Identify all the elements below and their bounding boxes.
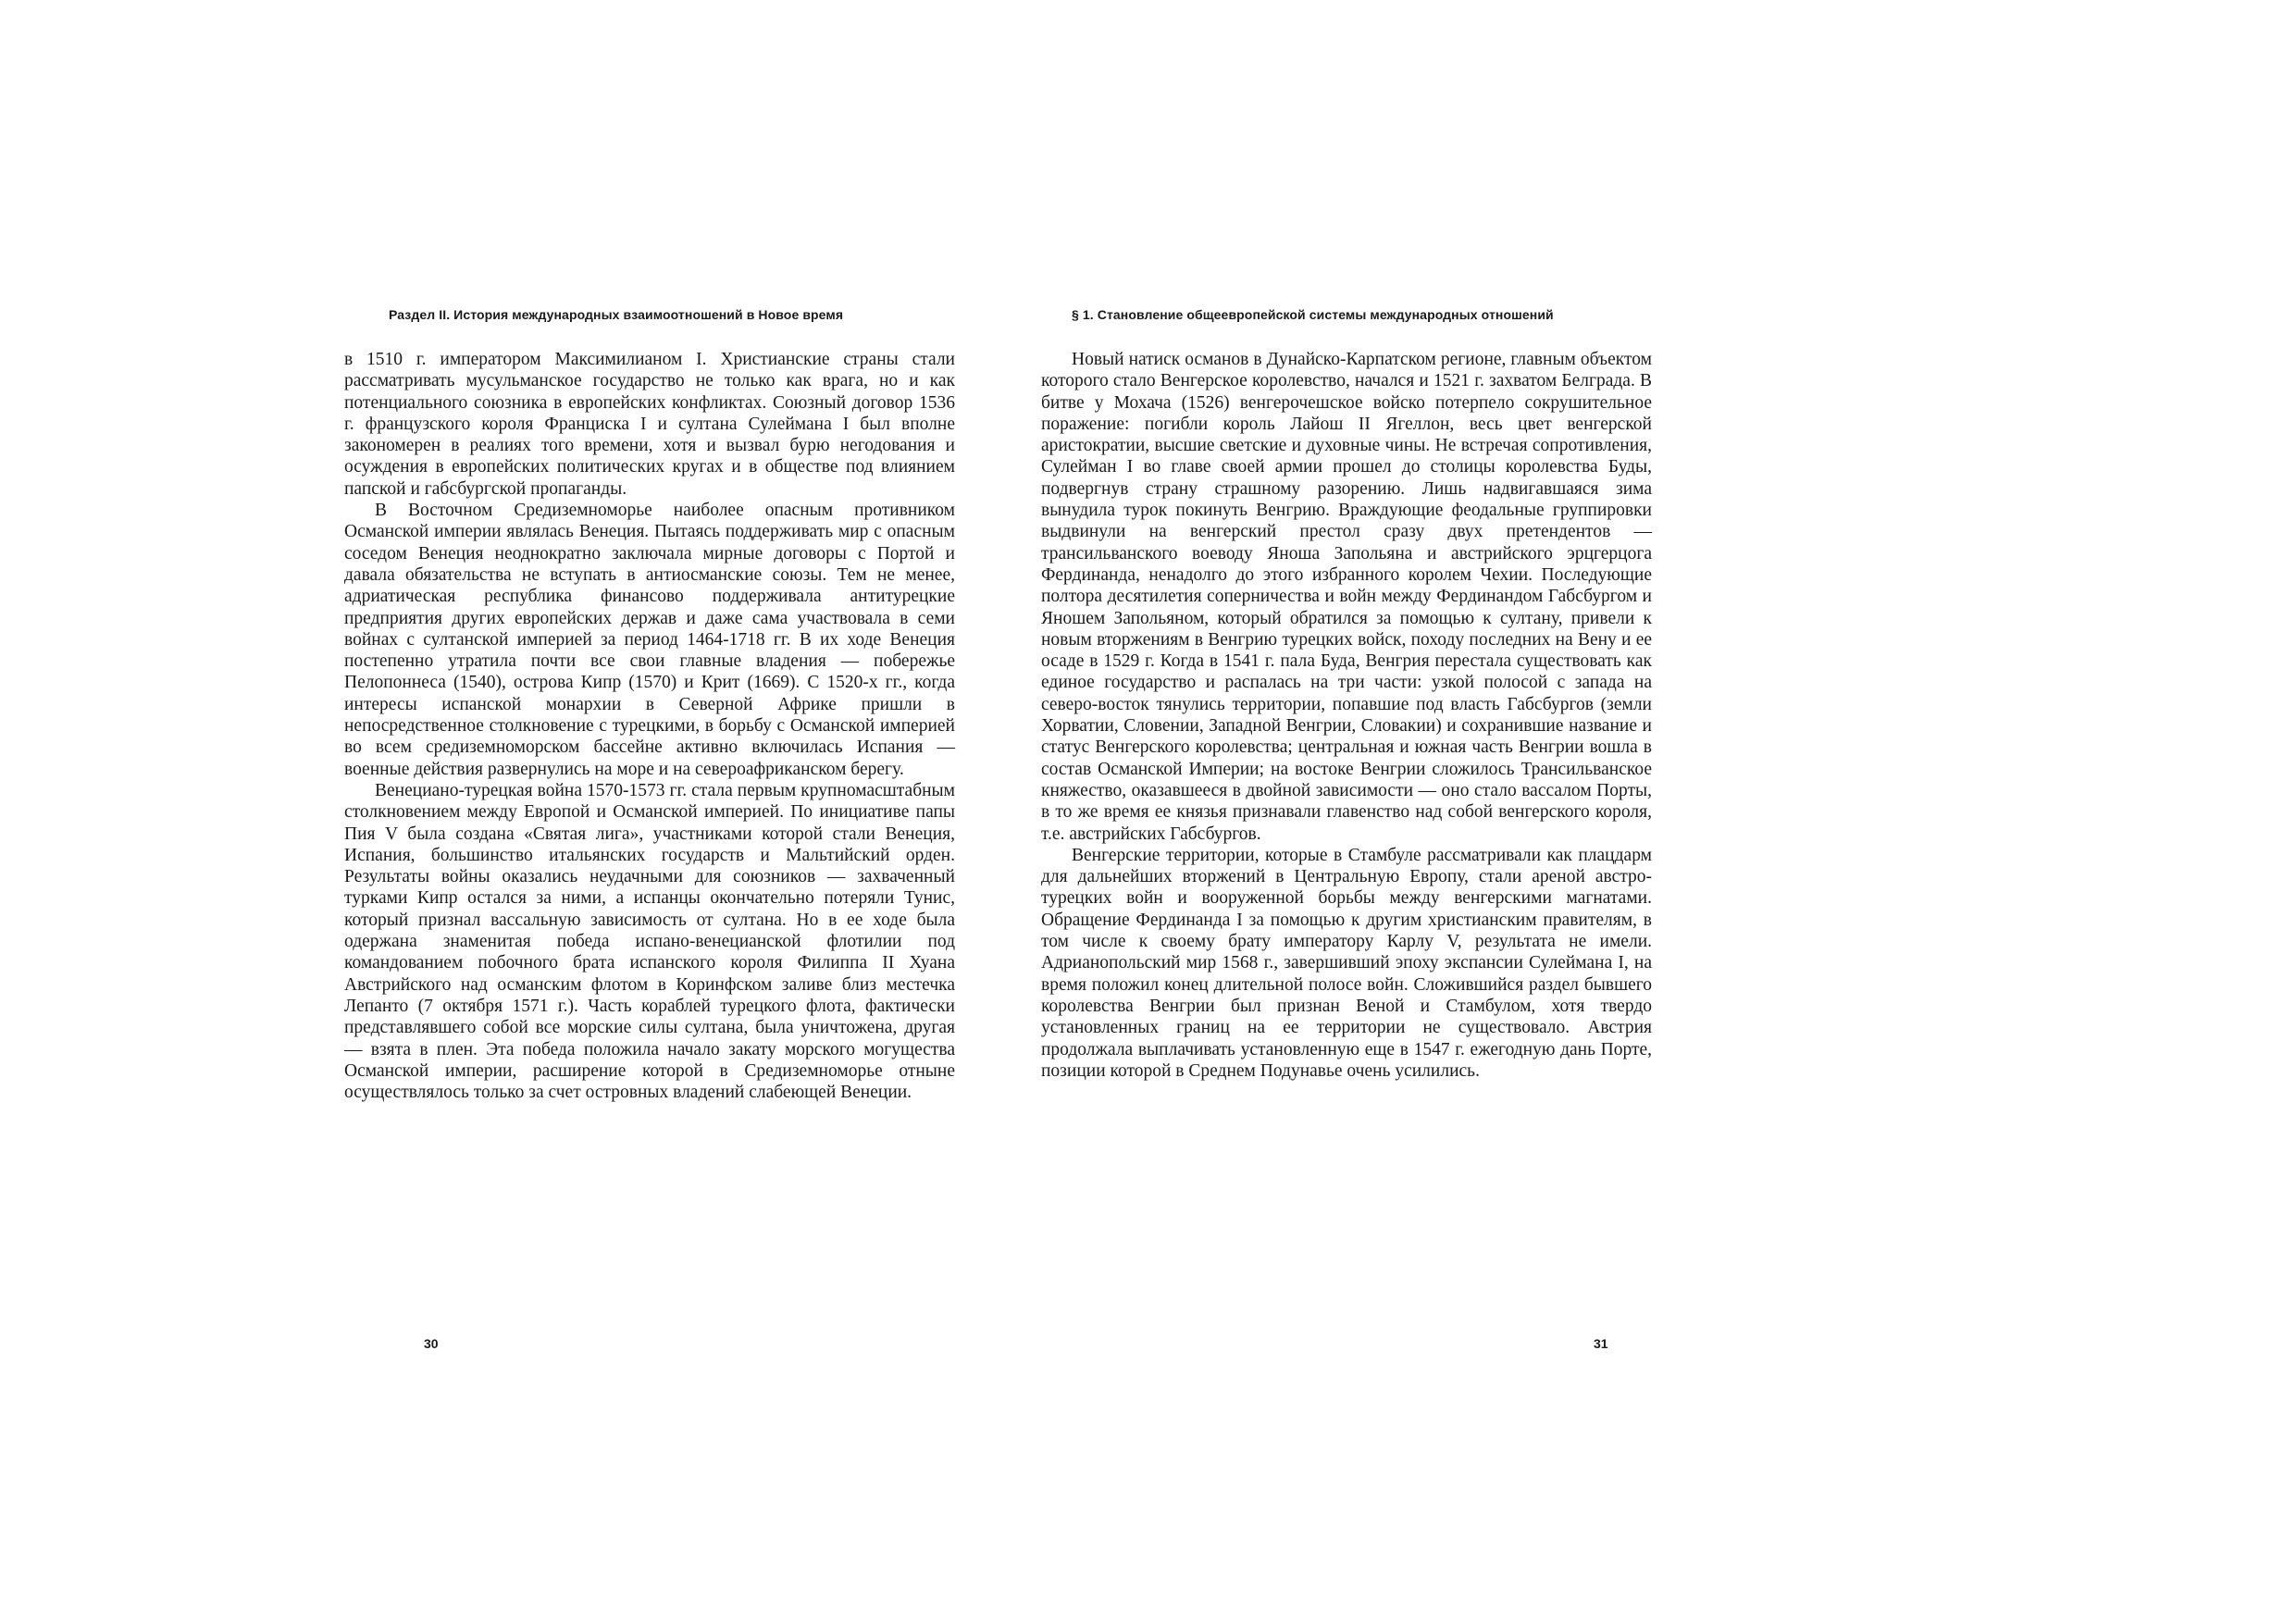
right-page-number: 31 [1594,1336,1608,1351]
right-running-head: § 1. Становление общеевропейской системы международных отношений [1072,307,1554,322]
left-page-number: 30 [424,1336,439,1351]
left-running-head: Раздел II. История международных взаимоотношений в Новое время [389,307,844,322]
left-paragraph-1: в 1510 г. императором Максимилианом I. Христианские страны стали рассматривать мусульманское государство не только как врага, но и как потенциального союзника в европейских конфликтах. Союзный договор 1536 г. французского короля Франциска I и султана Сулеймана I был вполне закономерен в реалиях того времени, хотя и вызвал бурю негодования и осуждения в европейских политических кругах и в обществе под влиянием папской и габсбургской пропаганды. [344,350,955,499]
right-paragraph-1: Новый натиск османов в Дунайско-Карпатском регионе, главным объектом которого стало Венгерское королевство, начался и 1521 г. захватом Белграда. В битве у Мохача (1526) венгерочешское войско потерпело сокрушительное поражение: погибли король Лайош II Ягеллон, весь цвет венгерской аристократии, высшие светские и духовные чины. Не встречая сопротивления, Сулейман I во главе своей армии прошел до столицы королевства Буды, подвергнув страну страшному разорению. Лишь надвигавшаяся зима вынудила турок покинуть Венгрию. Враждующие феодальные группировки выдвинули на венгерский престол сразу двух претендентов — трансильванского воеводу Яноша Запольяна и австрийского эрцгерцога Фердинанда, ненадолго до этого избранного королем Чехии. Последующие полтора десятилетия соперничества и войн между Фердинандом Габсбургом и Яношем Запольяном, который обратился за помощью к султану, привели к новым вторжениям в Венгрию турецких войск, походу последних на Вену и ее осаде в 1529 г. Когда в 1541 г. пала Буда, Венгрия перестала существовать как единое государство и распалась на три части: узкой полосой с запада на северо-восток тянулись территории, попавшие под власть Габсбургов (земли Хорватии, Словении, Западной Венгрии, Словакии) и сохранившие название и статус Венгерского королевства; центральная и южная часть Венгрии вошла в состав Османской Империи; на востоке Венгрии сложилось Трансильванское княжество, оказавшееся в двойной зависимости — оно стало вассалом Порты, в то же время ее князья признавали главенство над собой венгерского короля, т.е. австрийских Габсбургов. [1041,350,1652,844]
left-paragraph-2: В Восточном Средиземноморье наиболее опасным противником Османской империи являлась Венеция. Пытаясь поддерживать мир с опасным соседом Венеция неоднократно заключала мирные договоры с Портой и давала обязательства не вступать в антиосманские союзы. Тем не менее, адриатическая республика финансово поддерживала антитурецкие предприятия других европейских держав и даже сама участвовала в семи войнах с султанской империей за период 1464-1718 гг. В их ходе Венеция постепенно утратила почти все свои главные владения — побережье Пелопоннеса (1540), острова Кипр (1570) и Крит (1669). С 1520-х гг., когда интересы испанской монархии в Северной Африке пришли в непосредственное столкновение с турецкими, в борьбу с Османской империей во всем средиземноморском бассейне активно включилась Испания — военные действия развернулись на море и на североафриканском берегу. [344,501,955,779]
left-body-text [344,349,955,1103]
left-paragraph-3: Венециано-турецкая война 1570-1573 гг. стала первым крупномасштабным столкновением между Европой и Османской империей. По инициативе папы Пия V была создана «Святая лига», участниками которой стали Венеция, Испания, большинство итальянских государств и Мальтийский орден. Результаты войны оказались неудачными для союзников — захваченный турками Кипр остался за ними, а испанцы окончательно потеряли Тунис, который признал вассальную зависимость от султана. Но в ее ходе была одержана знаменитая победа испано-венецианской флотилии под командованием побочного брата испанского короля Филиппа II Хуана Австрийского над османским флотом в Коринфском заливе близ местечка Лепанто (7 октября 1571 г.). Часть кораблей турецкого флота, фактически представлявшего собой все морские силы султана, была уничтожена, другая — взята в плен. Эта победа положила начало закату морского могущества Османской империи, расширение которой в Средиземноморье отныне осуществлялось только за счет островных владений слабеющей Венеции. [344,780,955,1103]
right-body-text [1041,349,1652,1082]
right-paragraph-2: Венгерские территории, которые в Стамбуле рассматривали как плацдарм для дальнейших вторжений в Центральную Европу, стали ареной австро-турецких войн и вооруженной борьбы между венгерскими магнатами. Обращение Фердинанда I за помощью к другим христианским правителям, в том числе к своему брату императору Карлу V, результата не имели. Адрианопольский мир 1568 г., завершивший эпоху экспансии Сулеймана I, на время положил конец длительной полосе войн. Сложившийся раздел бывшего королевства Венгрии был признан Веной и Стамбулом, хотя твердо установленных границ на ее территории не существовало. Австрия продолжала выплачивать установленную еще в 1547 г. ежегодную дань Порте, позиции которой в Среднем Подунавье очень усилились. [1041,845,1652,1081]
